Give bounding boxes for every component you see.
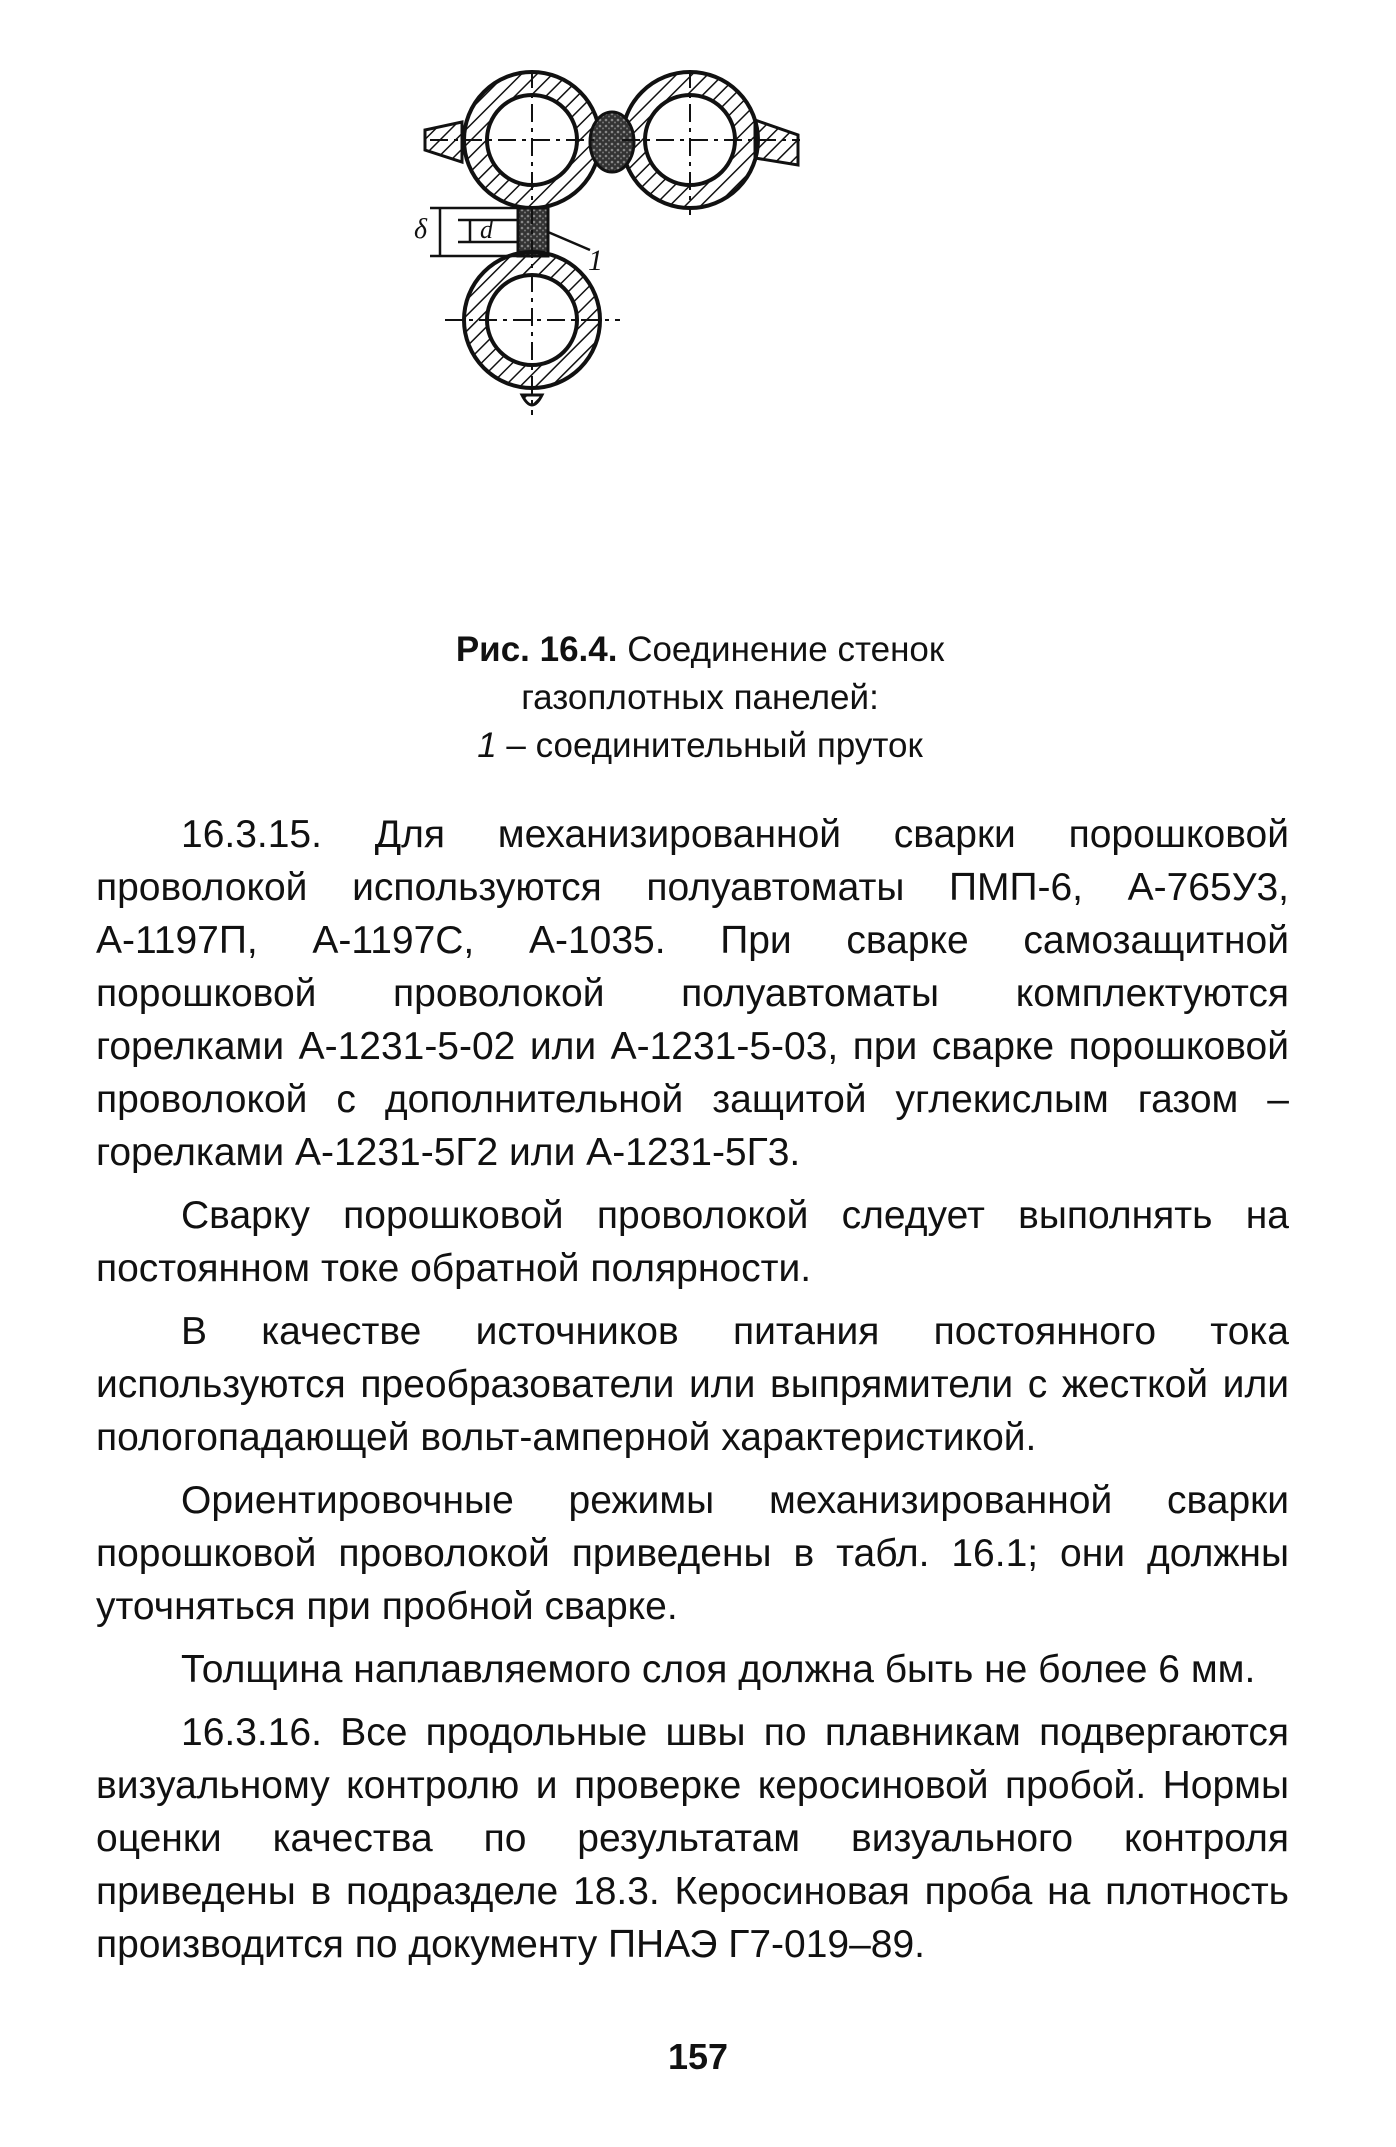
paragraph-layer-thickness: Толщина наплавляемого слоя должна быть не более 6 мм. xyxy=(181,1648,1256,1691)
figure-panel-wall-joint xyxy=(400,70,1020,590)
caption-legend-num: 1 xyxy=(477,726,497,765)
body-text xyxy=(96,808,1289,1981)
caption-number: Рис. 16.4. xyxy=(455,630,618,669)
callout-label: 1 xyxy=(588,244,603,277)
caption-legend xyxy=(330,722,1070,770)
paragraph-welding-current: Сварку порошковой проволокой следует выполнять на постоянном токе обратной полярности. xyxy=(96,1194,1289,1290)
dimension-lines xyxy=(430,208,590,256)
dimension-delta: δ xyxy=(414,214,428,245)
paragraph-welding-modes: Ориентировочные режимы механизированной сварки порошковой проволокой приведены в табл. 16.1; они должны уточняться при пробной сварке. xyxy=(96,1479,1289,1628)
caption-legend-text: – соединительный пруток xyxy=(506,726,923,765)
paragraph-16-3-15: 16.3.15. Для механизированной сварки порошковой проволокой используются полуавтоматы ПМП-6, А-765У3, А-1197П, А-1197С, А-1035. При сварке самозащитной порошковой проволокой полуавтоматы комплектуются горелками А-1231-5-02 или А-1231-5-03, при сварке порошковой проволокой с дополнительной защитой углекислым газом – горелками А-1231-5Г2 или А-1231-5Г3. xyxy=(96,813,1289,1174)
paragraph-power-sources: В качестве источников питания постоянного тока используются преобразователи или выпрямители с жесткой или пологопадающей вольт-амперной характеристикой. xyxy=(96,1310,1289,1459)
top-weld-bead xyxy=(590,112,634,172)
figure-caption xyxy=(330,626,1070,770)
caption-title-line1: Соединение стенок xyxy=(627,630,945,669)
page-number: 157 xyxy=(667,2036,729,2077)
paragraph-16-3-16: 16.3.16. Все продольные швы по плавникам подвергаются визуальному контролю и проверке керосиновой пробой. Нормы оценки качества по результатам визуального контроля приведены в подразделе 18.3. Керосиновая проба на плотность производится по документу ПНАЭ Г7-019–89. xyxy=(96,1711,1289,1966)
dimension-d: d xyxy=(480,215,493,244)
caption-line-1 xyxy=(330,626,1070,674)
caption-title-line2: газоплотных панелей: xyxy=(521,678,879,717)
tube-joint-drawing xyxy=(400,70,1020,590)
